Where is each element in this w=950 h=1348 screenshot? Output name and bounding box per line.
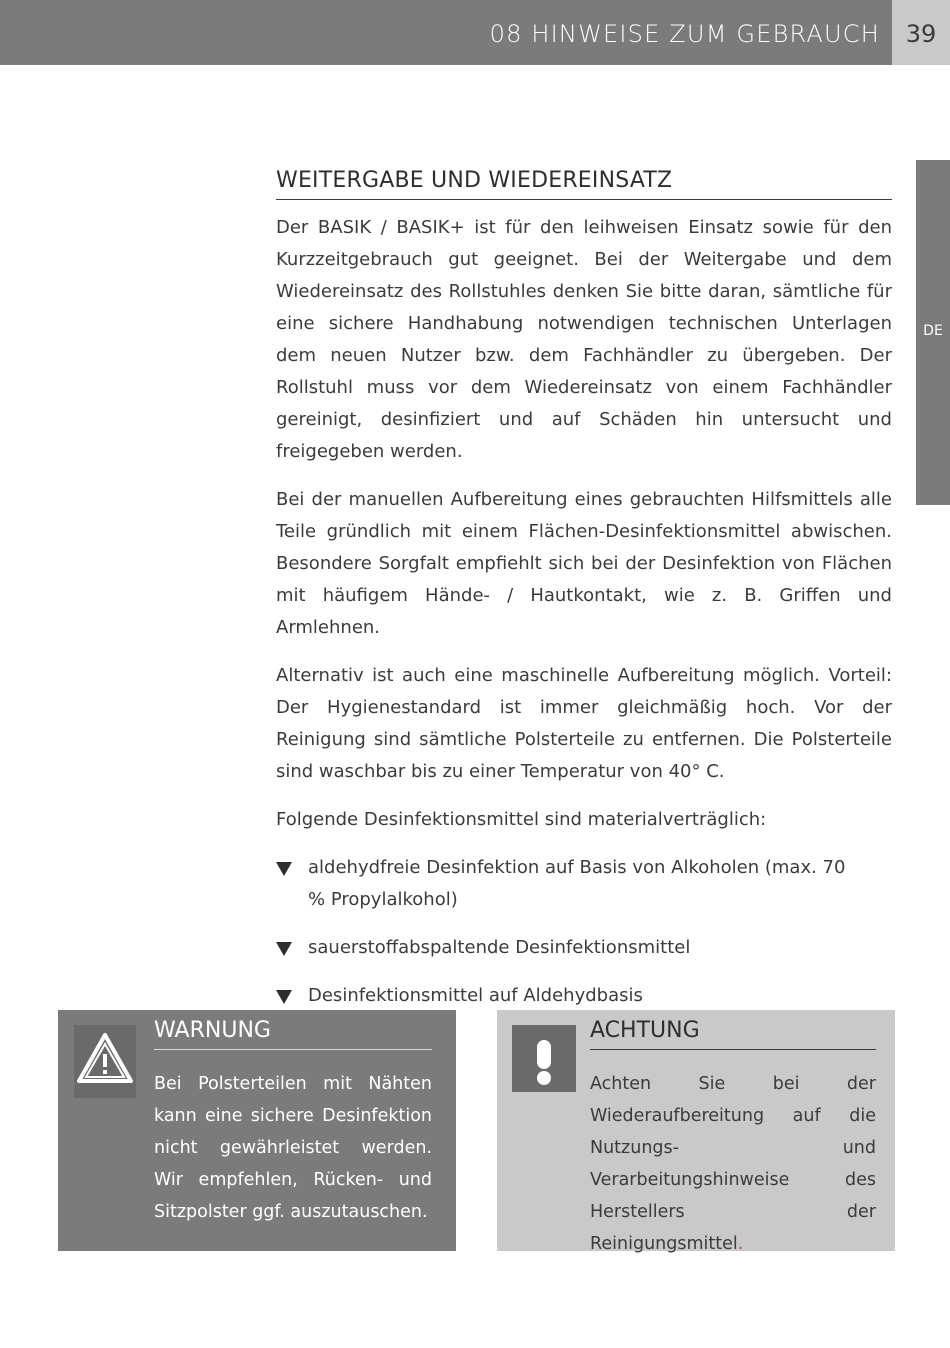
chapter-header-bar xyxy=(0,0,892,65)
warning-box xyxy=(58,1010,456,1251)
caution-box xyxy=(497,1010,895,1254)
main-content xyxy=(276,168,892,1028)
exclamation-icon xyxy=(512,1025,576,1092)
paragraph: Bei der manuellen Aufbereitung eines gebrauchten Hilfsmittels alle Teile gründlich mit einem Flächen-Desinfektionsmittel abwischen. Besondere Sorgfalt empfiehlt sich bei der Desinfektion von Flächen mit häufigem Hände- / Hautkontakt, wie z. B. Griffen und Armlehnen. xyxy=(276,489,892,638)
caution-text-block xyxy=(590,1068,876,1260)
list-item-text: aldehydfreie Desinfektion auf Basis von Alkoholen (max. 70 % Propylalkohol) xyxy=(308,857,846,910)
paragraph: Folgende Desinfektionsmittel sind materialverträglich: xyxy=(276,809,767,830)
disinfectant-list xyxy=(276,852,892,1012)
list-item xyxy=(276,932,892,964)
triangle-bullet-icon xyxy=(276,942,292,956)
paragraph: Der BASIK / BASIK+ ist für den leihweisen Einsatz sowie für den Kurzzeitgebrauch gut geeignet. Bei der Weitergabe und dem Wiedereinsatz des Rollstuhles denken Sie bitte daran, sämtliche für eine sichere Handhabung notwendigen technischen Unterlagen dem neuen Nutzer bzw. dem Fachhändler zu übergeben. Der Rollstuhl muss vor dem Wiedereinsatz von einem Fachhändler gereinigt, desinfiziert und auf Schäden hin untersucht und freigegeben werden. xyxy=(276,217,892,462)
chapter-title: 08 HINWEISE ZUM GEBRAUCH xyxy=(489,20,880,48)
triangle-bullet-icon xyxy=(276,862,292,876)
warning-text: Bei Polsterteilen mit Nähten kann eine sichere Desinfektion nicht gewährleistet werden. Wir empfehlen, Rücken- und Sitzpolster ggf. auszutauschen. xyxy=(154,1074,432,1222)
list-item-text: Desinfektionsmittel auf Aldehydbasis xyxy=(308,985,643,1006)
page-number-box xyxy=(892,0,950,65)
caution-title: ACHTUNG xyxy=(590,1018,876,1050)
list-item xyxy=(276,852,892,916)
language-tab xyxy=(916,160,950,505)
warning-triangle-icon xyxy=(74,1025,136,1098)
list-item xyxy=(276,980,892,1012)
caution-trailing-dot: . xyxy=(737,1234,744,1254)
language-tab-label: DE xyxy=(923,323,943,339)
section-title: WEITERGABE UND WIEDEREINSATZ xyxy=(276,168,892,200)
caution-text: Achten Sie bei der Wiederaufbereitung auf die Nutzungs- und Verarbeitungshinweise des Herstellers der Reinigungsmittel xyxy=(590,1074,876,1254)
paragraph: Alternativ ist auch eine maschinelle Aufbereitung möglich. Vorteil: Der Hygienestandard ist immer gleichmäßig hoch. Vor der Reinigung sind sämtliche Polsterteile zu entfernen. Die Polsterteile sind waschbar bis zu einer Temperatur von 40° C. xyxy=(276,665,892,782)
triangle-bullet-icon xyxy=(276,990,292,1004)
list-item-text: sauerstoffabspaltende Desinfektionsmittel xyxy=(308,937,691,958)
page-number: 39 xyxy=(905,20,937,48)
warning-title: WARNUNG xyxy=(154,1018,432,1050)
